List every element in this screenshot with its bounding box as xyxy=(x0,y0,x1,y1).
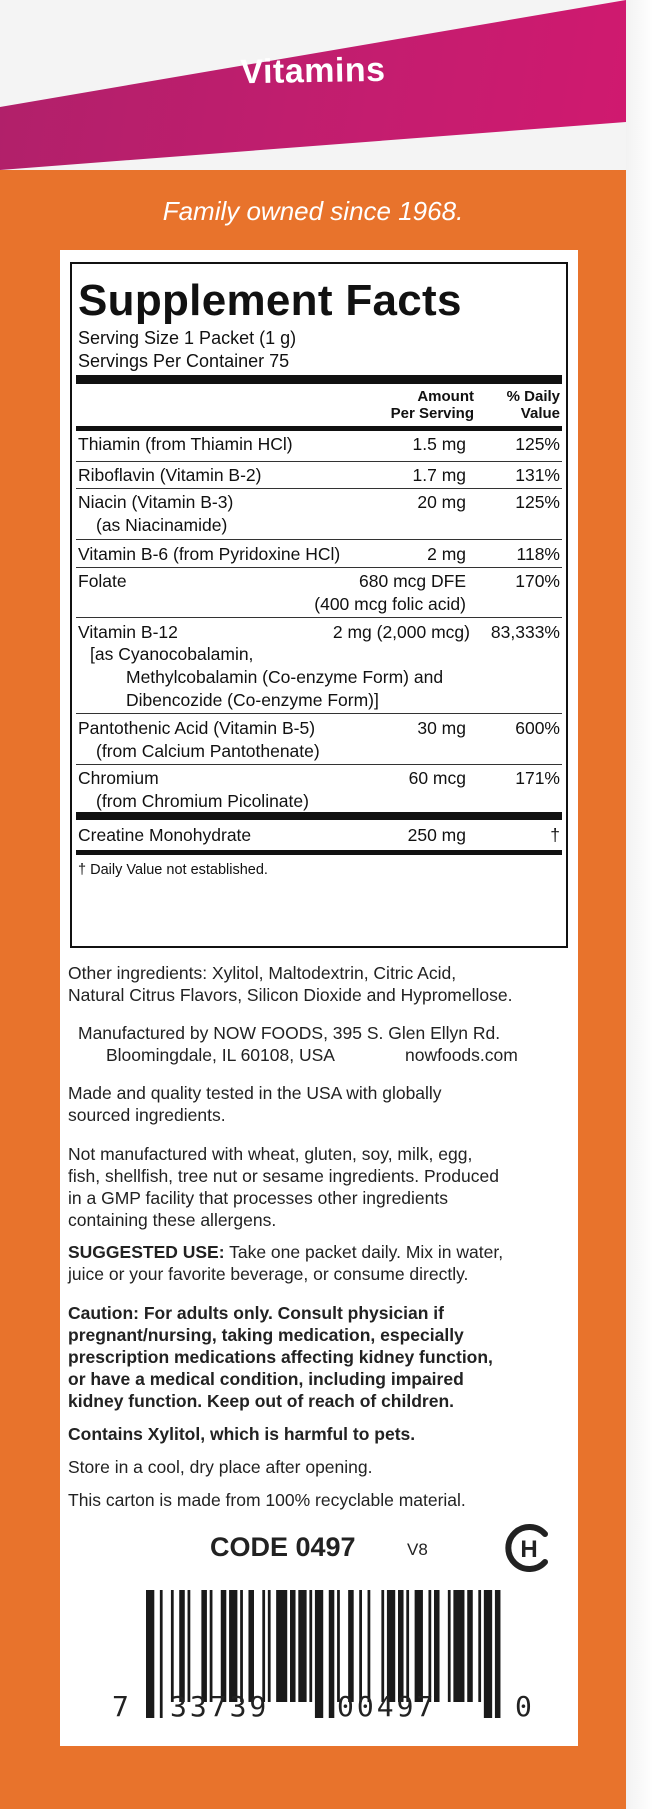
barcode-bar xyxy=(387,1590,395,1702)
nutrient-dv: 131% xyxy=(515,465,560,485)
barcode-bar xyxy=(381,1590,384,1702)
nutrient-name: Riboflavin (Vitamin B-2) xyxy=(78,465,262,485)
barcode-bar xyxy=(248,1590,254,1702)
code-version: V8 xyxy=(407,1540,428,1559)
made-in-line2: sourced ingredients. xyxy=(68,1105,226,1125)
facts-row-chromium xyxy=(76,764,562,811)
allergen-line4: containing these allergens. xyxy=(68,1210,277,1230)
nutrient-source-line3: Dibencozide (Co-enzyme Form)] xyxy=(126,690,379,710)
nutrient-dv: 600% xyxy=(515,718,560,738)
barcode-bar xyxy=(428,1590,431,1702)
barcode-lead-digit: 7 xyxy=(112,1690,132,1723)
barcode-bar xyxy=(179,1590,185,1702)
allergen-line1: Not manufactured with wheat, gluten, soy, milk, egg, xyxy=(68,1144,473,1164)
medium-rule xyxy=(76,426,562,431)
barcode-bar xyxy=(315,1590,323,1718)
nutrient-amount: 1.5 mg xyxy=(412,434,466,454)
barcode-bar xyxy=(398,1590,404,1702)
category-title: Vitamins xyxy=(240,50,386,92)
dv-header-line1: % Daily xyxy=(506,388,560,405)
facts-row-thiamin xyxy=(76,433,562,459)
product-code: CODE 0497 xyxy=(210,1532,356,1562)
barcode-right-group: 00497 xyxy=(337,1690,437,1723)
facts-row-niacin xyxy=(76,488,562,539)
allergen-line2: fish, shellfish, tree nut or sesame ingredients. Produced xyxy=(68,1166,499,1186)
barcode-bar xyxy=(348,1590,354,1702)
barcode-bar xyxy=(210,1590,213,1702)
barcode-bar xyxy=(368,1590,371,1702)
nutrient-name: Niacin (Vitamin B-3) xyxy=(78,492,234,512)
barcode-bar xyxy=(160,1590,163,1718)
barcode-bar xyxy=(359,1590,362,1702)
caution-line5: kidney function. Keep out of reach of children. xyxy=(68,1391,455,1411)
barcode-bar xyxy=(329,1590,335,1718)
nutrient-name: Vitamin B-12 xyxy=(78,622,178,642)
dv-header xyxy=(507,388,560,422)
nutrient-source-line2: Methylcobalamin (Co-enzyme Form) and xyxy=(126,667,444,687)
barcode-bar xyxy=(467,1590,473,1702)
facts-row-riboflavin xyxy=(76,461,562,488)
caution-line4: or have a medical condition, including impaired xyxy=(68,1369,464,1389)
suggested-use-label: SUGGESTED USE: xyxy=(68,1242,225,1262)
thick-rule xyxy=(76,375,562,384)
manufacturer-line2 xyxy=(68,1044,578,1066)
facts-row-vitamin-b12 xyxy=(76,617,562,712)
nutrient-amount: 2 mg (2,000 mcg) xyxy=(332,622,470,642)
nutrient-name: Creatine Monohydrate xyxy=(78,825,252,845)
other-ingredients xyxy=(68,962,578,1006)
daily-value-footnote: † Daily Value not established. xyxy=(78,862,268,878)
suggested-use xyxy=(68,1241,578,1285)
storage-instructions: Store in a cool, dry place after opening. xyxy=(68,1457,373,1477)
barcode-bar xyxy=(171,1590,174,1702)
barcode-bar xyxy=(448,1590,451,1702)
barcode-bar xyxy=(478,1590,481,1702)
barcode-bar xyxy=(406,1590,409,1702)
suggested-use-text: Take one packet daily. Mix in water, xyxy=(224,1242,504,1262)
barcode-bar xyxy=(309,1590,312,1702)
facts-row-folate xyxy=(76,567,562,616)
serving-size: Serving Size 1 Packet (1 g) xyxy=(78,328,297,348)
nutrient-amount: 60 mcg xyxy=(408,768,466,788)
servings-per-container: Servings Per Container 75 xyxy=(78,351,290,371)
barcode-bar xyxy=(240,1590,243,1702)
nutrient-amount: 1.7 mg xyxy=(412,465,466,485)
nutrient-source: (as Niacinamide) xyxy=(96,515,228,535)
nutrient-amount-note: (400 mcg folic acid) xyxy=(314,594,466,614)
website-link[interactable]: nowfoods.com xyxy=(405,1045,518,1065)
made-in-line1: Made and quality tested in the USA with globally xyxy=(68,1083,442,1103)
nutrient-dv: 171% xyxy=(515,768,560,788)
nutrient-name: Thiamin (from Thiamin HCl) xyxy=(78,434,293,454)
barcode-bar xyxy=(434,1590,440,1702)
nutrient-amount: 30 mg xyxy=(417,718,466,738)
nutrient-dv: 118% xyxy=(516,544,560,564)
barcode-bar xyxy=(268,1590,271,1702)
recyclable-note: This carton is made from 100% recyclable material. xyxy=(68,1490,466,1510)
nutrient-source: (from Chromium Picolinate) xyxy=(96,791,309,811)
barcode-bar xyxy=(146,1590,154,1718)
nutrient-amount: 680 mcg DFE xyxy=(359,571,466,591)
barcode-bar xyxy=(298,1590,306,1702)
halal-logo-icon xyxy=(502,1522,554,1574)
nutrient-dv: 83,333% xyxy=(490,622,560,642)
barcode-bar xyxy=(201,1590,207,1702)
manufacturer-info xyxy=(68,1022,578,1066)
caution-statement xyxy=(68,1302,578,1412)
amount-header-line2: Per Serving xyxy=(390,405,474,422)
halal-logo-letter: H xyxy=(520,1536,538,1563)
nutrient-dv: 170% xyxy=(515,571,560,591)
nutrient-name: Vitamin B-6 (from Pyridoxine HCl) xyxy=(78,544,341,564)
amount-header-line1: Amount xyxy=(417,388,474,405)
manufacturer-line1: Manufactured by NOW FOODS, 395 S. Glen Ellyn Rd. xyxy=(78,1023,501,1043)
facts-row-vitamin-b6 xyxy=(76,539,562,566)
caution-line2: pregnant/nursing, taking medication, especially xyxy=(68,1325,464,1345)
barcode-bar xyxy=(229,1590,237,1702)
allergen-line3: in a GMP facility that processes other ingredients xyxy=(68,1188,449,1208)
suggested-use-line1 xyxy=(68,1241,578,1263)
barcode-bar xyxy=(262,1590,265,1702)
nutrient-source-line1: [as Cyanocobalamin, xyxy=(90,644,254,664)
barcode-left-group: 33739 xyxy=(170,1690,270,1723)
barcode-bar xyxy=(188,1590,191,1702)
allergen-statement xyxy=(68,1143,578,1231)
xylitol-warning: Contains Xylitol, which is harmful to pets. xyxy=(68,1424,416,1444)
caution-line1: Caution: For adults only. Consult physician if xyxy=(68,1303,444,1323)
supplement-facts-table xyxy=(70,262,568,948)
nutrient-amount: 2 mg xyxy=(427,544,466,564)
barcode-bar xyxy=(484,1590,492,1718)
amount-header xyxy=(391,388,474,422)
nutrient-amount: 250 mg xyxy=(407,825,466,845)
barcode-bar xyxy=(276,1590,287,1702)
barcode-bar xyxy=(221,1590,227,1702)
nutrient-name: Chromium xyxy=(78,768,159,788)
barcode-check-digit: 0 xyxy=(515,1690,535,1723)
barcode-bar xyxy=(453,1590,464,1702)
barcode-bar xyxy=(290,1590,296,1702)
nutrient-dv: † xyxy=(550,825,560,845)
other-ingredients-line1: Other ingredients: Xylitol, Maltodextrin, Citric Acid, xyxy=(68,963,457,983)
manufacturer-address: Bloomingdale, IL 60108, USA xyxy=(106,1045,335,1065)
medium-rule xyxy=(76,850,562,855)
nutrient-source: (from Calcium Pantothenate) xyxy=(96,741,320,761)
barcode-bar xyxy=(337,1590,340,1702)
facts-row-creatine xyxy=(76,822,562,848)
carton-edge xyxy=(626,0,653,1809)
nutrient-name: Pantothenic Acid (Vitamin B-5) xyxy=(78,718,316,738)
dv-header-line2: Value xyxy=(520,405,560,422)
nutrient-dv: 125% xyxy=(515,434,560,454)
caution-line3: prescription medications affecting kidney function, xyxy=(68,1347,493,1367)
barcode-bar xyxy=(495,1590,501,1718)
suggested-use-line2: juice or your favorite beverage, or consume directly. xyxy=(68,1264,469,1284)
nutrient-dv: 125% xyxy=(515,492,560,512)
tagline: Family owned since 1968. xyxy=(162,196,464,226)
other-ingredients-line2: Natural Citrus Flavors, Silicon Dioxide and Hypromellose. xyxy=(68,985,513,1005)
nutrient-amount: 20 mg xyxy=(417,492,466,512)
made-in-usa xyxy=(68,1082,578,1126)
facts-title: Supplement Facts xyxy=(78,276,462,325)
facts-row-pantothenic-acid xyxy=(76,713,562,764)
barcode-bar xyxy=(415,1590,423,1702)
thick-rule xyxy=(76,812,562,820)
nutrient-name: Folate xyxy=(78,571,127,591)
